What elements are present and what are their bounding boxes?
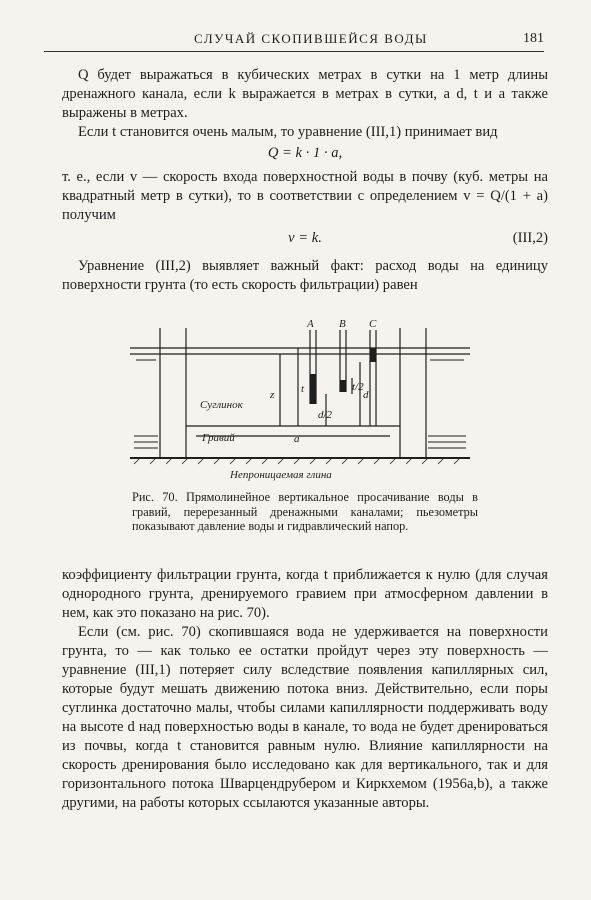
text-block-bottom xyxy=(62,566,548,813)
label-d-dim: d xyxy=(363,389,369,401)
formula-1 xyxy=(62,144,548,168)
label-d-half: d/2 xyxy=(318,409,333,421)
paragraph-6: Если (см. рис. 70) скопившаяся вода не удерживается на поверхности грунта, то — как только ее остатки пройдут через эту поверхность — уравнение (III,1) потеряет силу вследствие появления капиллярных сил, которые будут мешать движению потока вниз. Действительно, если поры суглинка достаточно малы, чтобы силами капиллярности поддерживать воду на высоте d над поверхностью воды в канале, то вода не будет дренироваться из почвы, когда t становится равным нулю. Влияние капиллярности на скорость дренирования было исследовано как для вертикального, так и для горизонтального потока Шварцендрубером и Киркхемом (1956a,b), а также другими, на работы которых ссылаются указанные авторы. xyxy=(62,624,548,811)
figure-caption xyxy=(132,490,478,534)
label-a-tube: A xyxy=(307,318,314,330)
figure-70 xyxy=(120,318,480,488)
formula-2-body: v = k. xyxy=(288,230,322,246)
label-z-dim: z xyxy=(270,389,275,401)
page-number: 181 xyxy=(523,31,544,46)
label-gravel: Гравий xyxy=(202,432,235,444)
paragraph-1: Q будет выражаться в кубических метрах в сутки на 1 метр длины дренажного канала, если k выражается в метрах в сутки, а d, t и a также выражены в метрах. xyxy=(62,67,548,121)
label-clay: Непроницаемая глина xyxy=(230,469,332,481)
running-head xyxy=(44,31,544,51)
header-rule xyxy=(44,51,544,52)
piezometer-b-water xyxy=(340,380,346,392)
paragraph-5: коэффициенту фильтрации грунта, когда t приближается к нулю (для случая однородного грунта, дренируемого гравием при атмосферном давлении в нем, как это показано на рис. 70). xyxy=(62,567,548,621)
running-title: СЛУЧАЙ СКОПИВШЕЙСЯ ВОДЫ xyxy=(194,31,428,46)
formula-2-number: (III,2) xyxy=(512,230,548,246)
drainage-diagram xyxy=(120,318,480,488)
label-a-dim: a xyxy=(294,433,300,445)
label-c-tube: C xyxy=(369,318,377,330)
text-block-top xyxy=(62,66,548,295)
paragraph-4: Уравнение (III,2) выявляет важный факт: расход воды на единицу поверхности грунта (то есть скорость фильтрации) равен xyxy=(62,258,548,293)
piezometer-c-water xyxy=(370,348,376,362)
formula-2 xyxy=(62,229,548,253)
label-t-dim: t xyxy=(301,383,305,395)
piezometer-a-water xyxy=(310,374,316,404)
paragraph-2: Если t становится очень малым, то уравнение (III,1) принимает вид xyxy=(78,124,498,140)
label-loam: Суглинок xyxy=(200,399,243,411)
formula-1-body: Q = k · 1 · a, xyxy=(267,145,343,161)
label-t-half: t/2 xyxy=(352,381,364,393)
caption-text: Рис. 70. Прямолинейное вертикальное просачивание воды в гравий, перерезанный дренажными каналами; пьезометры показывают давление воды и гидравлический напор. xyxy=(132,490,478,533)
paragraph-3: т. е., если v — скорость входа поверхностной воды в почву (куб. метры на квадратный метр в сутки), то в соответствии с определением v = Q/(1 + a) получим xyxy=(62,169,548,223)
label-b-tube: B xyxy=(339,318,346,330)
